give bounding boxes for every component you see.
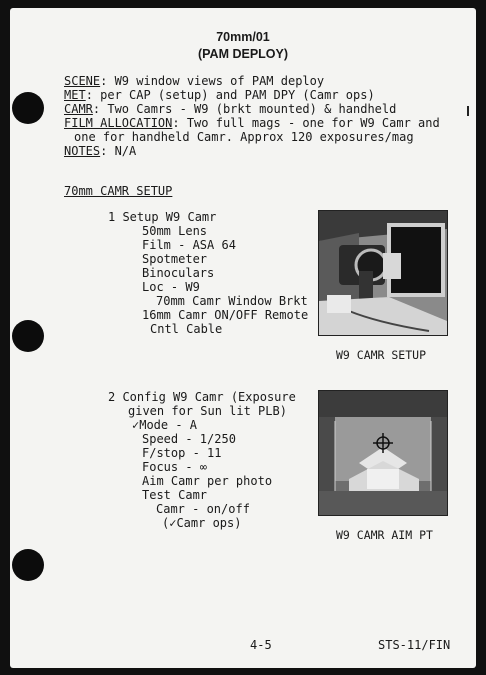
step1-line: Binoculars (142, 266, 215, 280)
camr-line: CAMR: Two Camrs - W9 (brkt mounted) & handheld (64, 102, 397, 116)
step2-line: Test Camr (142, 488, 208, 502)
step1-line: 50mm Lens (142, 224, 208, 238)
step1-line: Loc - W9 (142, 280, 200, 294)
film-allocation-line: FILM ALLOCATION: Two full mags - one for W9 Camr and (64, 116, 440, 130)
binder-hole (12, 320, 44, 352)
step1-line: 70mm Camr Window Brkt (156, 294, 308, 308)
film-allocation-line-2: one for handheld Camr. Approx 120 exposures/mag (74, 130, 414, 144)
step2-line: Speed - 1/250 (142, 432, 236, 446)
checklist-page (10, 8, 476, 668)
step2-line: given for Sun lit PLB) (128, 404, 287, 418)
step1-line: Film - ASA 64 (142, 238, 236, 252)
step1-line: 1 Setup W9 Camr (108, 210, 217, 224)
photo1-caption: W9 CAMR SETUP (336, 348, 427, 362)
binder-hole (12, 549, 44, 581)
change-bar (467, 106, 469, 116)
notes-line: NOTES: N/A (64, 144, 137, 158)
page-number: 4-5 (250, 638, 272, 652)
section-title: 70mm CAMR SETUP (64, 184, 173, 198)
step2-line: Focus - ∞ (142, 460, 208, 474)
page-subtitle: (PAM DEPLOY) (197, 47, 289, 61)
page-title: 70mm/01 (216, 30, 270, 44)
binder-hole (12, 92, 44, 124)
step2-line: Aim Camr per photo (142, 474, 273, 488)
step1-line: Spotmeter (142, 252, 208, 266)
document-id: STS-11/FIN (378, 638, 451, 652)
step2-line: (✓Camr ops) (162, 516, 242, 530)
scene-line: SCENE: W9 window views of PAM deploy (64, 74, 325, 88)
step2-line: 2 Config W9 Camr (Exposure (108, 390, 296, 404)
step1-line: 16mm Camr ON/OFF Remote (142, 308, 309, 322)
met-line: MET: per CAP (setup) and PAM DPY (Camr ops) (64, 88, 375, 102)
step2-line: ✓Mode - A (132, 418, 198, 432)
photo2-caption: W9 CAMR AIM PT (336, 528, 433, 542)
step2-line: F/stop - 11 (142, 446, 222, 460)
w9-camr-setup-photo (318, 210, 448, 336)
step2-line: Camr - on/off (156, 502, 250, 516)
step1-line: Cntl Cable (150, 322, 223, 336)
w9-camr-aim-pt-photo (318, 390, 448, 516)
